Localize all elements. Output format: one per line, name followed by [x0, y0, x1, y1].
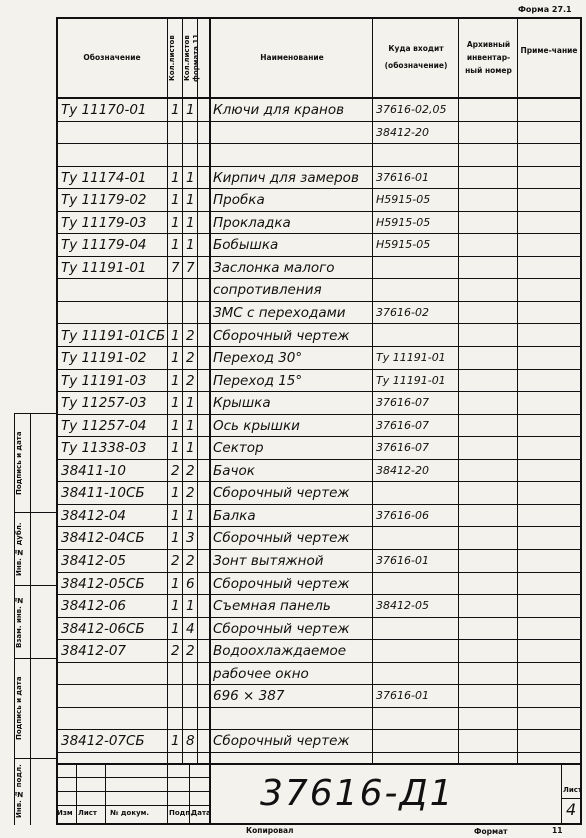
sheet-count-cell: 1	[171, 327, 180, 344]
table-row	[0, 618, 586, 641]
name-cell: Бачок	[213, 462, 255, 479]
where-used-cell: 37616-01	[376, 689, 429, 703]
table-row	[0, 257, 586, 280]
name-cell: Сборочный чертеж	[213, 327, 350, 344]
name-cell: Кирпич для замеров	[213, 169, 359, 186]
sheet-count-a11-cell: 1	[186, 237, 195, 254]
margin-sep-2	[14, 585, 56, 586]
where-used-cell: Ту 11191-01	[376, 351, 446, 365]
margin-sep-1	[14, 512, 56, 513]
sheet-count-cell: 1	[171, 372, 180, 389]
table-row	[0, 505, 586, 528]
name-cell: Сборочный чертеж	[213, 530, 350, 547]
sheet-count-cell: 1	[171, 507, 180, 524]
name-cell: Переход 30°	[213, 350, 303, 367]
tb-col-2	[105, 763, 106, 823]
designation-cell: Ту 11191-01	[61, 259, 147, 276]
name-cell: рабочее окно	[213, 665, 309, 682]
designation-cell: 38412-04СБ	[61, 530, 145, 547]
where-used-cell: 38412-20	[376, 463, 429, 477]
designation-cell: 38412-07	[61, 643, 126, 660]
margin-line-top	[14, 413, 56, 414]
name-cell: Переход 15°	[213, 372, 303, 389]
form-label: Форма 27.1	[518, 5, 572, 14]
where-used-cell: 37616-06	[376, 508, 429, 522]
designation-cell: Ту 11338-03	[61, 440, 147, 457]
header-name: Наименование	[260, 53, 324, 62]
table-row	[0, 370, 586, 393]
table-row	[0, 279, 586, 302]
sheet-count-a11-cell: 6	[186, 575, 195, 592]
where-used-cell: 38412-20	[376, 125, 429, 139]
sheet-count-a11-cell: 8	[186, 733, 195, 750]
sheet-count-cell: 2	[171, 462, 180, 479]
sheet-count-cell: 1	[171, 733, 180, 750]
table-row	[0, 595, 586, 618]
table-row	[0, 640, 586, 663]
tb-sign: Подп.	[169, 809, 193, 817]
tb-list: Лист	[78, 809, 97, 817]
designation-cell: Ту 11191-01СБ	[61, 327, 166, 344]
tb-top	[56, 763, 582, 765]
tb-date: Дата	[191, 809, 211, 817]
sheet-count-cell: 7	[171, 259, 180, 276]
tb-row-2	[56, 791, 210, 792]
sheet-count-a11-cell: 2	[186, 553, 195, 569]
designation-cell: Ту 11179-04	[61, 237, 147, 254]
table-row	[0, 122, 586, 145]
where-used-cell: Н5915-05	[376, 215, 431, 229]
sheet-count-a11-cell: 3	[186, 530, 195, 547]
sheet-count-a11-cell: 1	[186, 169, 195, 186]
header-designation: Обозначение	[83, 53, 141, 62]
designation-cell: Ту 11179-02	[61, 192, 147, 209]
sheet-count-a11-cell: 2	[186, 327, 195, 344]
table-row	[0, 460, 586, 483]
sheet-count-cell: 2	[171, 553, 180, 569]
table-row	[0, 234, 586, 257]
table-row	[0, 392, 586, 415]
sheet-count-a11-cell: 2	[186, 462, 195, 479]
designation-cell: Ту 11257-03	[61, 395, 147, 412]
name-cell: Сборочный чертеж	[213, 575, 350, 592]
row-rule	[56, 752, 582, 753]
sheet-count-a11-cell: 2	[186, 350, 195, 367]
table-row	[0, 212, 586, 235]
side-label-inv-dup: Инв. № дубл.	[15, 522, 23, 576]
table-row	[0, 663, 586, 686]
sheet-count-a11-cell: 4	[186, 620, 195, 637]
designation-cell: 38412-06	[61, 598, 126, 615]
sheet-count-cell: 1	[171, 395, 180, 412]
table-row	[0, 573, 586, 596]
sheet-count-cell: 1	[171, 169, 180, 186]
margin-sep-4	[14, 758, 56, 759]
tb-sheet-label: Лист	[563, 786, 582, 794]
side-label-sign-date-1: Подпись и дата	[15, 431, 23, 495]
name-cell: Сектор	[213, 440, 264, 457]
where-used-cell: 37616-01	[376, 170, 429, 184]
tb-col-3	[167, 763, 168, 823]
table-row	[0, 144, 586, 167]
sheet-count-cell: 1	[171, 620, 180, 637]
where-used-cell: 37616-07	[376, 441, 429, 455]
sheet-count-a11-cell: 2	[186, 485, 195, 502]
table-row	[0, 527, 586, 550]
name-cell: ЗМС с переходами	[213, 304, 346, 321]
sheet-count-a11-cell: 1	[186, 440, 195, 457]
sheet-count-a11-cell: 1	[186, 214, 195, 231]
tb-doc-no: № докум.	[110, 809, 150, 817]
margin-sep-3	[14, 658, 56, 659]
table-row	[0, 189, 586, 212]
tb-col-1	[76, 763, 77, 823]
sheet-count-cell: 1	[171, 485, 180, 502]
sheet-count-a11-cell: 1	[186, 507, 195, 524]
where-used-cell: 37616-07	[376, 418, 429, 432]
tb-sheet-mid	[561, 798, 581, 799]
header-where-used: Куда входит (обозначение)	[384, 44, 448, 70]
sheet-count-a11-cell: 1	[186, 417, 195, 434]
name-cell: Ключи для кранов	[213, 102, 345, 118]
designation-cell: 38411-10СБ	[61, 485, 145, 502]
sheet-count-cell: 1	[171, 575, 180, 592]
sheet-count-cell: 1	[171, 530, 180, 547]
designation-cell: 38411-10	[61, 462, 126, 479]
sheet-count-cell: 1	[171, 192, 180, 209]
table-row	[0, 482, 586, 505]
table-row	[0, 730, 586, 753]
designation-cell: 38412-04	[61, 507, 126, 524]
where-used-cell: Н5915-05	[376, 193, 431, 207]
designation-cell: Ту 11170-01	[61, 102, 147, 118]
name-cell: Бобышка	[213, 237, 279, 254]
name-cell: Зонт вытяжной	[213, 553, 324, 569]
tb-row-3	[56, 805, 210, 806]
footer-format-no: 11	[552, 826, 563, 835]
name-cell: Водоохлаждаемое	[213, 643, 347, 660]
name-cell: Ось крышки	[213, 417, 300, 434]
table-row	[0, 347, 586, 370]
name-cell: Сборочный чертеж	[213, 485, 350, 502]
document-code: 37616-Д1	[260, 773, 455, 814]
designation-cell: 38412-05	[61, 553, 126, 569]
frame-bottom	[56, 823, 582, 825]
footer-copied: Копировал	[246, 826, 294, 835]
name-cell: 696 × 387	[213, 688, 285, 705]
margin-line-right	[30, 413, 31, 825]
designation-cell: Ту 11191-02	[61, 350, 147, 367]
name-cell: Пробка	[213, 192, 265, 209]
table-row	[0, 325, 586, 348]
sheet-count-cell: 1	[171, 440, 180, 457]
name-cell: Заслонка малого	[213, 259, 335, 276]
designation-cell: Ту 11179-03	[61, 214, 147, 231]
table-row	[0, 415, 586, 438]
sheet-count-a11-cell: 1	[186, 395, 195, 412]
tb-sheet-no: 4	[566, 800, 577, 819]
sheet-count-a11-cell: 2	[186, 372, 195, 389]
name-cell: Сборочный чертеж	[213, 620, 350, 637]
header-sheet-count-a11: Кол.листов формата 11	[183, 33, 200, 83]
where-used-cell: 37616-07	[376, 396, 429, 410]
designation-cell: 38412-07СБ	[61, 733, 145, 750]
designation-cell: Ту 11257-04	[61, 417, 147, 434]
header-archive-no: Архивный инвентар-ный номер	[465, 40, 512, 75]
header-note: Приме-чание	[520, 46, 578, 55]
name-cell: Балка	[213, 507, 256, 524]
where-used-cell: 37616-02	[376, 305, 429, 319]
sheet-count-cell: 1	[171, 102, 180, 118]
header-sheet-count: Кол.листов	[168, 35, 176, 81]
sheet-count-a11-cell: 1	[186, 598, 195, 615]
side-label-replace-inv: Взам. инв. №	[15, 595, 23, 649]
footer-format: Формат	[474, 827, 508, 836]
designation-cell: Ту 11191-03	[61, 372, 147, 389]
tb-izm: Изм	[57, 809, 73, 817]
table-row	[0, 550, 586, 573]
where-used-cell: Н5915-05	[376, 238, 431, 252]
sheet-count-cell: 1	[171, 214, 180, 231]
table-row	[0, 708, 586, 731]
where-used-cell: Ту 11191-01	[376, 373, 446, 387]
sheet-count-cell: 1	[171, 350, 180, 367]
name-cell: сопротивления	[213, 282, 322, 299]
sheet-count-cell: 1	[171, 237, 180, 254]
name-cell: Крышка	[213, 395, 271, 412]
sheet-count-a11-cell: 1	[186, 192, 195, 209]
sheet-count-a11-cell: 7	[186, 259, 195, 276]
frame-top	[56, 17, 582, 19]
sheet-count-cell: 2	[171, 643, 180, 660]
side-label-sign-date-2: Подпись и дата	[15, 676, 23, 740]
table-row	[0, 167, 586, 190]
name-cell: Съемная панель	[213, 598, 331, 615]
tb-row-1	[56, 777, 210, 778]
where-used-cell: 37616-01	[376, 554, 429, 567]
where-used-cell: 38412-05	[376, 599, 429, 613]
designation-cell: 38412-05СБ	[61, 575, 145, 592]
name-cell: Сборочный чертеж	[213, 733, 350, 750]
table-row	[0, 437, 586, 460]
where-used-cell: 37616-02,05	[376, 103, 447, 116]
tb-sheet-left	[561, 763, 562, 823]
designation-cell: Ту 11174-01	[61, 169, 147, 186]
table-row	[0, 685, 586, 708]
sheet-count-a11-cell: 1	[186, 102, 195, 118]
designation-cell: 38412-06СБ	[61, 620, 145, 637]
sheet-count-cell: 1	[171, 417, 180, 434]
table-row	[0, 99, 586, 122]
name-cell: Прокладка	[213, 214, 291, 231]
side-label-inv-orig: Инв. № подл.	[15, 764, 23, 818]
sheet-count-a11-cell: 2	[186, 643, 195, 660]
sheet-count-cell: 1	[171, 598, 180, 615]
table-row	[0, 302, 586, 325]
